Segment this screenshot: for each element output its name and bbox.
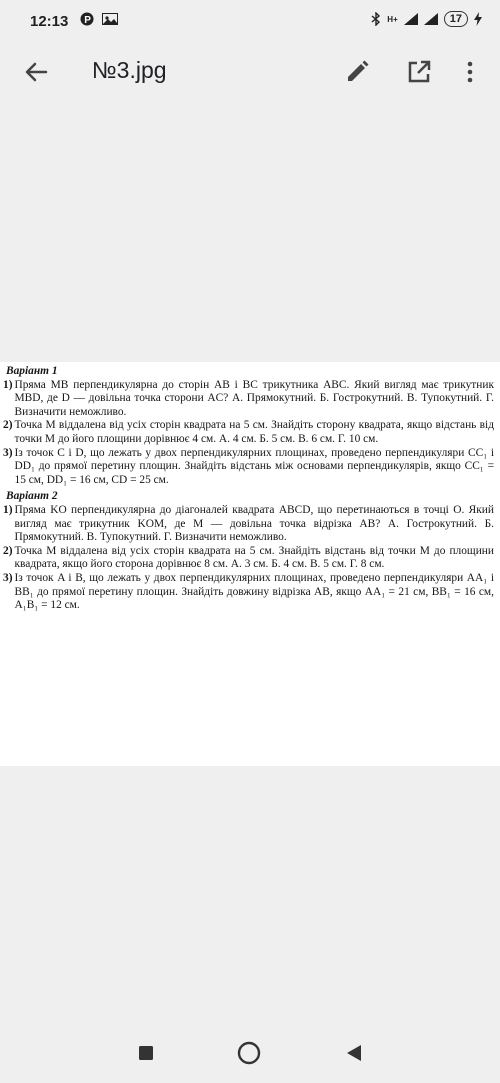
variant-2-title: Варіант 2	[6, 490, 58, 503]
task-item	[0, 572, 500, 613]
task-text: Точка M віддалена від усіх сторін квадрата на 5 см. Знайдіть сторону квадрата, якщо відстань від точки M до його площини дорівнює 4 см. А. 4 см. Б. 5 см. В. 6 см. Г. 10 см.	[14, 419, 494, 445]
photo-notification-icon	[102, 13, 118, 25]
app-bar	[0, 40, 500, 104]
more-options-icon[interactable]	[456, 58, 484, 86]
svg-text:P: P	[84, 15, 91, 26]
task-number: 1)	[3, 503, 13, 516]
task-number: 3)	[3, 446, 13, 459]
home-button[interactable]	[237, 1041, 261, 1065]
charging-icon	[474, 12, 482, 26]
pinterest-notification-icon	[80, 12, 94, 26]
task-number: 3)	[3, 571, 13, 584]
task-item	[0, 545, 500, 572]
back-nav-button[interactable]	[342, 1041, 366, 1065]
square-icon	[138, 1045, 154, 1061]
edit-pencil-icon[interactable]	[343, 58, 371, 86]
circle-icon	[237, 1041, 261, 1065]
task-item	[0, 379, 500, 420]
status-notification-icons	[80, 12, 118, 26]
signal-icon	[404, 13, 418, 25]
status-bar	[0, 0, 500, 40]
task-text: Точка M віддалена від усіх сторін квадрата на 5 см. Знайдіть відстань від точки M до площини квадрата, якщо його сторона дорівнює 8 см. А. 3 см. Б. 4 см. В. 5 см. Г. 8 см.	[14, 544, 494, 571]
file-title: №3.jpg	[92, 57, 167, 83]
battery-indicator: 17	[444, 11, 468, 27]
system-navigation-bar	[0, 1023, 500, 1083]
task-item	[0, 419, 500, 446]
task-number: 2)	[3, 544, 13, 557]
variant-1-title: Варіант 1	[6, 365, 58, 377]
network-type: H+	[387, 14, 398, 24]
document-image	[0, 362, 500, 766]
task-text: Із точок A і B, що лежать у двох перпендикулярних площинах, проведено перпендикуляри AA₁ і BB₁ до прямої перетину площин. Знайдіть довжину відрізка AB, якщо AA₁ = 21 см, BB₁ = 16 см, A₁B₁ = 12 см.	[14, 571, 494, 612]
task-text: Пряма KO перпендикулярна до діагоналей квадрата ABCD, що перетинаються в точці O. Який вигляд має трикутник KOM, де M — довільна точка відрізка AB? А. Гострокутний. Б. Прямокутний. В. Тупокутний. Г. Визначити неможливо.	[14, 503, 494, 544]
signal-icon-2	[424, 13, 438, 25]
task-number: 1)	[3, 378, 13, 391]
recents-button[interactable]	[134, 1041, 158, 1065]
open-external-icon[interactable]	[405, 58, 433, 86]
back-arrow-icon[interactable]	[22, 58, 50, 86]
task-item	[0, 447, 500, 488]
status-right-icons	[371, 11, 482, 27]
task-item	[0, 504, 500, 545]
bluetooth-icon	[371, 12, 381, 26]
task-number: 2)	[3, 419, 13, 432]
task-text: Із точок C і D, що лежать у двох перпендикулярних площинах, проведено перпендикуляри CC₁ і DD₁ до прямої перетину площин. Знайдіть відстань між основами перпендикулярів, якщо CC₁ = 15 см, DD₁ = 16 см, CD = 25 см.	[14, 446, 494, 486]
status-time: 12:13	[30, 13, 69, 30]
triangle-back-icon	[346, 1044, 362, 1062]
task-text: Пряма MB перпендикулярна до сторін AB і BC трикутника ABC. Який вигляд має трикутник MBD, де D — довільна точка сторони AC? А. Прямокутний. Б. Гострокутний. В. Тупокутний. Г. Визначити неможливо.	[14, 378, 494, 418]
